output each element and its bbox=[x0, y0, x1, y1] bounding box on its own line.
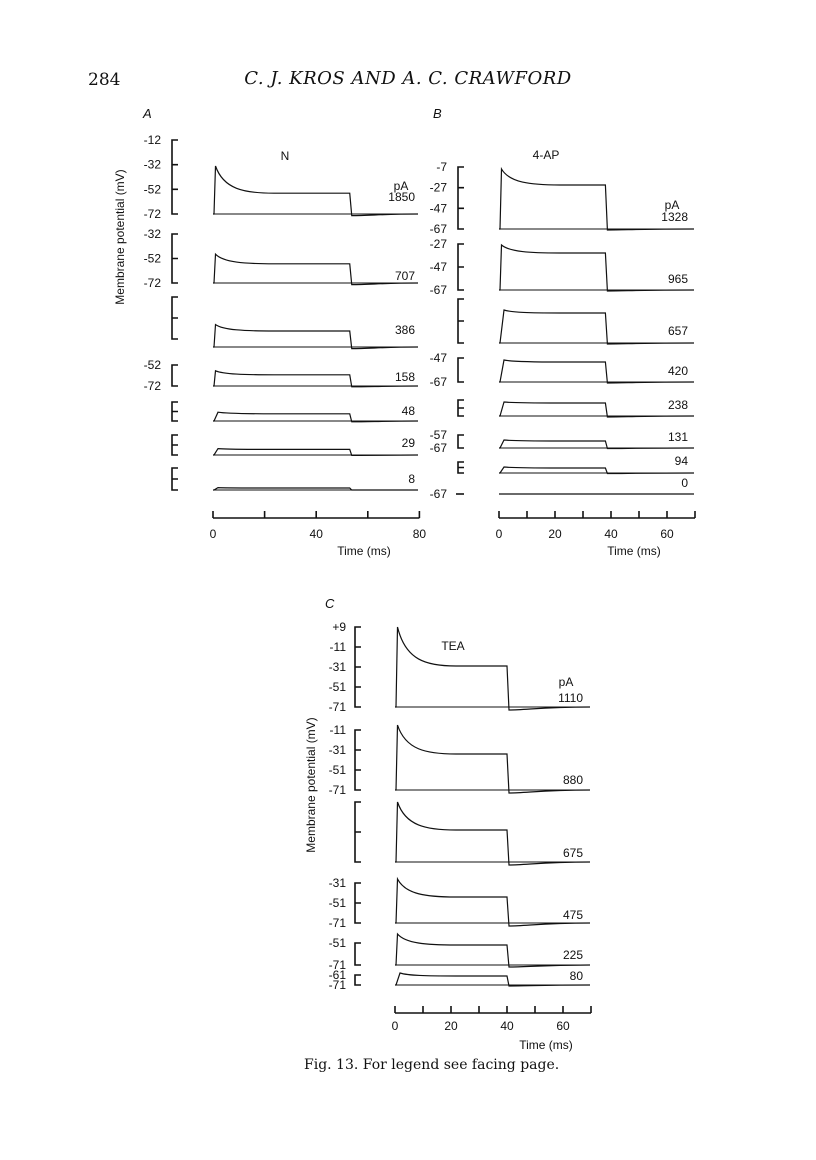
y-tick-label: -57 bbox=[429, 428, 447, 442]
current-label: 80 bbox=[569, 969, 583, 983]
x-tick-label: 40 bbox=[604, 527, 618, 541]
current-unit-label: pA bbox=[393, 179, 409, 193]
y-tick-label: -7 bbox=[436, 160, 447, 174]
voltage-trace bbox=[499, 440, 694, 449]
y-tick-label: -11 bbox=[329, 640, 346, 654]
y-tick-label: -72 bbox=[143, 276, 161, 290]
current-label: 1850 bbox=[388, 190, 415, 204]
voltage-scale-bar bbox=[355, 802, 361, 862]
y-tick-label: -51 bbox=[328, 680, 346, 694]
voltage-scale-bar bbox=[355, 883, 361, 923]
current-label: 1110 bbox=[558, 691, 583, 705]
y-tick-label: -71 bbox=[328, 978, 346, 992]
voltage-scale-bar bbox=[172, 140, 178, 214]
voltage-scale-bar bbox=[458, 358, 464, 382]
y-tick-label: -11 bbox=[329, 723, 346, 737]
current-label: 675 bbox=[562, 846, 583, 860]
voltage-scale-bar bbox=[458, 400, 464, 416]
y-tick-label: -32 bbox=[143, 157, 161, 172]
y-tick-label: -72 bbox=[143, 379, 161, 393]
current-label: 0 bbox=[681, 476, 688, 490]
voltage-trace bbox=[499, 402, 694, 417]
y-tick-label: -52 bbox=[143, 358, 161, 372]
x-axis-label: Time (ms) bbox=[607, 544, 661, 558]
voltage-trace bbox=[395, 879, 590, 926]
panel-title: N bbox=[280, 149, 290, 163]
current-unit-label: pA bbox=[664, 198, 680, 212]
voltage-scale-bar bbox=[355, 730, 361, 790]
y-tick-label: -47 bbox=[429, 260, 447, 274]
current-label: 475 bbox=[562, 908, 583, 922]
current-label: 657 bbox=[667, 324, 688, 338]
panel-a bbox=[113, 106, 426, 558]
panel-b bbox=[430, 106, 695, 558]
voltage-trace bbox=[213, 166, 418, 216]
current-label: 238 bbox=[667, 398, 688, 412]
current-label: 131 bbox=[667, 430, 688, 444]
y-tick-label: -67 bbox=[429, 375, 447, 389]
panel-title: 4-AP bbox=[532, 148, 560, 162]
panel-c bbox=[304, 596, 591, 1052]
voltage-trace bbox=[213, 412, 418, 422]
voltage-scale-bar bbox=[172, 468, 178, 490]
y-tick-label: -31 bbox=[328, 876, 346, 890]
x-tick-label: 40 bbox=[500, 1019, 514, 1033]
current-label: 94 bbox=[674, 454, 688, 468]
x-axis-label: Time (ms) bbox=[519, 1038, 573, 1052]
y-tick-label: -67 bbox=[429, 441, 447, 455]
current-label: 158 bbox=[394, 370, 415, 384]
panel-letter: B bbox=[433, 106, 442, 121]
running-header: C. J. KROS AND A. C. CRAWFORD bbox=[244, 68, 572, 89]
current-label: 420 bbox=[667, 364, 688, 378]
current-label: 386 bbox=[394, 323, 415, 337]
y-tick-label: -27 bbox=[429, 180, 447, 195]
x-tick-label: 60 bbox=[660, 527, 674, 541]
y-tick-label: -47 bbox=[429, 201, 447, 216]
current-label: 225 bbox=[562, 948, 583, 962]
y-tick-label: -47 bbox=[429, 351, 447, 365]
voltage-scale-bar bbox=[172, 402, 178, 421]
voltage-scale-bar bbox=[172, 234, 178, 283]
y-tick-label: -71 bbox=[328, 958, 346, 972]
current-label: 48 bbox=[401, 404, 415, 418]
y-tick-label: -31 bbox=[328, 743, 346, 757]
y-axis-label: Membrane potential (mV) bbox=[304, 717, 318, 853]
voltage-trace bbox=[395, 802, 590, 865]
voltage-trace bbox=[499, 245, 694, 291]
current-label: 880 bbox=[562, 773, 583, 787]
y-tick-label: -32 bbox=[143, 227, 161, 241]
voltage-scale-bar bbox=[355, 943, 361, 965]
current-label: 707 bbox=[394, 269, 415, 283]
voltage-trace bbox=[213, 325, 418, 349]
x-tick-label: 0 bbox=[391, 1019, 399, 1033]
voltage-trace bbox=[499, 360, 694, 383]
panel-letter: A bbox=[143, 106, 152, 121]
y-tick-label: -71 bbox=[328, 700, 346, 714]
y-tick-label: -72 bbox=[143, 207, 161, 221]
y-tick-label: -51 bbox=[328, 763, 346, 777]
x-axis-label: Time (ms) bbox=[337, 544, 391, 558]
y-axis-label: Membrane potential (mV) bbox=[113, 169, 127, 305]
voltage-scale-bar bbox=[172, 365, 178, 386]
voltage-trace bbox=[395, 934, 590, 967]
current-label: 8 bbox=[408, 472, 415, 486]
voltage-scale-bar bbox=[458, 299, 464, 343]
y-tick-label: -67 bbox=[429, 283, 447, 297]
voltage-scale-bar bbox=[458, 244, 464, 290]
x-tick-label: 60 bbox=[556, 1019, 570, 1033]
x-tick-label: 0 bbox=[495, 527, 503, 541]
figure-caption: Fig. 13. For legend see facing page. bbox=[304, 1057, 560, 1073]
voltage-trace bbox=[213, 371, 418, 387]
voltage-scale-bar bbox=[172, 297, 178, 339]
y-tick-label: -71 bbox=[328, 783, 346, 797]
y-tick-label: -67 bbox=[429, 222, 447, 236]
voltage-scale-bar bbox=[355, 975, 361, 985]
voltage-trace bbox=[213, 254, 418, 284]
voltage-trace bbox=[213, 449, 418, 456]
x-tick-label: 20 bbox=[444, 1019, 458, 1033]
current-unit-label: pA bbox=[558, 675, 574, 689]
voltage-scale-bar bbox=[458, 167, 464, 229]
y-tick-label: -51 bbox=[328, 936, 346, 950]
x-tick-label: 80 bbox=[412, 527, 427, 541]
voltage-trace bbox=[395, 725, 590, 793]
y-tick-label: -27 bbox=[429, 237, 447, 251]
voltage-scale-bar bbox=[458, 462, 464, 473]
y-tick-label: -31 bbox=[328, 660, 346, 674]
y-tick-label: -12 bbox=[143, 133, 161, 147]
voltage-trace bbox=[395, 973, 590, 986]
current-label: 1328 bbox=[661, 210, 688, 224]
voltage-scale-bar bbox=[355, 627, 361, 707]
panel-title: TEA bbox=[441, 639, 465, 653]
y-tick-label: -52 bbox=[143, 182, 161, 197]
page-number: 284 bbox=[88, 70, 121, 90]
x-tick-label: 20 bbox=[548, 527, 562, 541]
y-tick-label: -52 bbox=[143, 251, 161, 266]
y-tick-label: -71 bbox=[328, 916, 346, 930]
y-tick-label: -61 bbox=[328, 968, 346, 982]
voltage-scale-bar bbox=[172, 435, 178, 455]
voltage-scale-bar bbox=[458, 435, 464, 448]
y-tick-label: -67 bbox=[429, 487, 447, 501]
current-label: 965 bbox=[667, 272, 688, 286]
y-tick-label: -51 bbox=[328, 896, 346, 910]
y-tick-label: +9 bbox=[332, 620, 346, 634]
panel-letter: C bbox=[325, 596, 335, 611]
x-tick-label: 40 bbox=[309, 527, 323, 541]
current-label: 29 bbox=[401, 436, 415, 450]
voltage-trace bbox=[499, 310, 694, 344]
x-tick-label: 0 bbox=[209, 527, 217, 541]
